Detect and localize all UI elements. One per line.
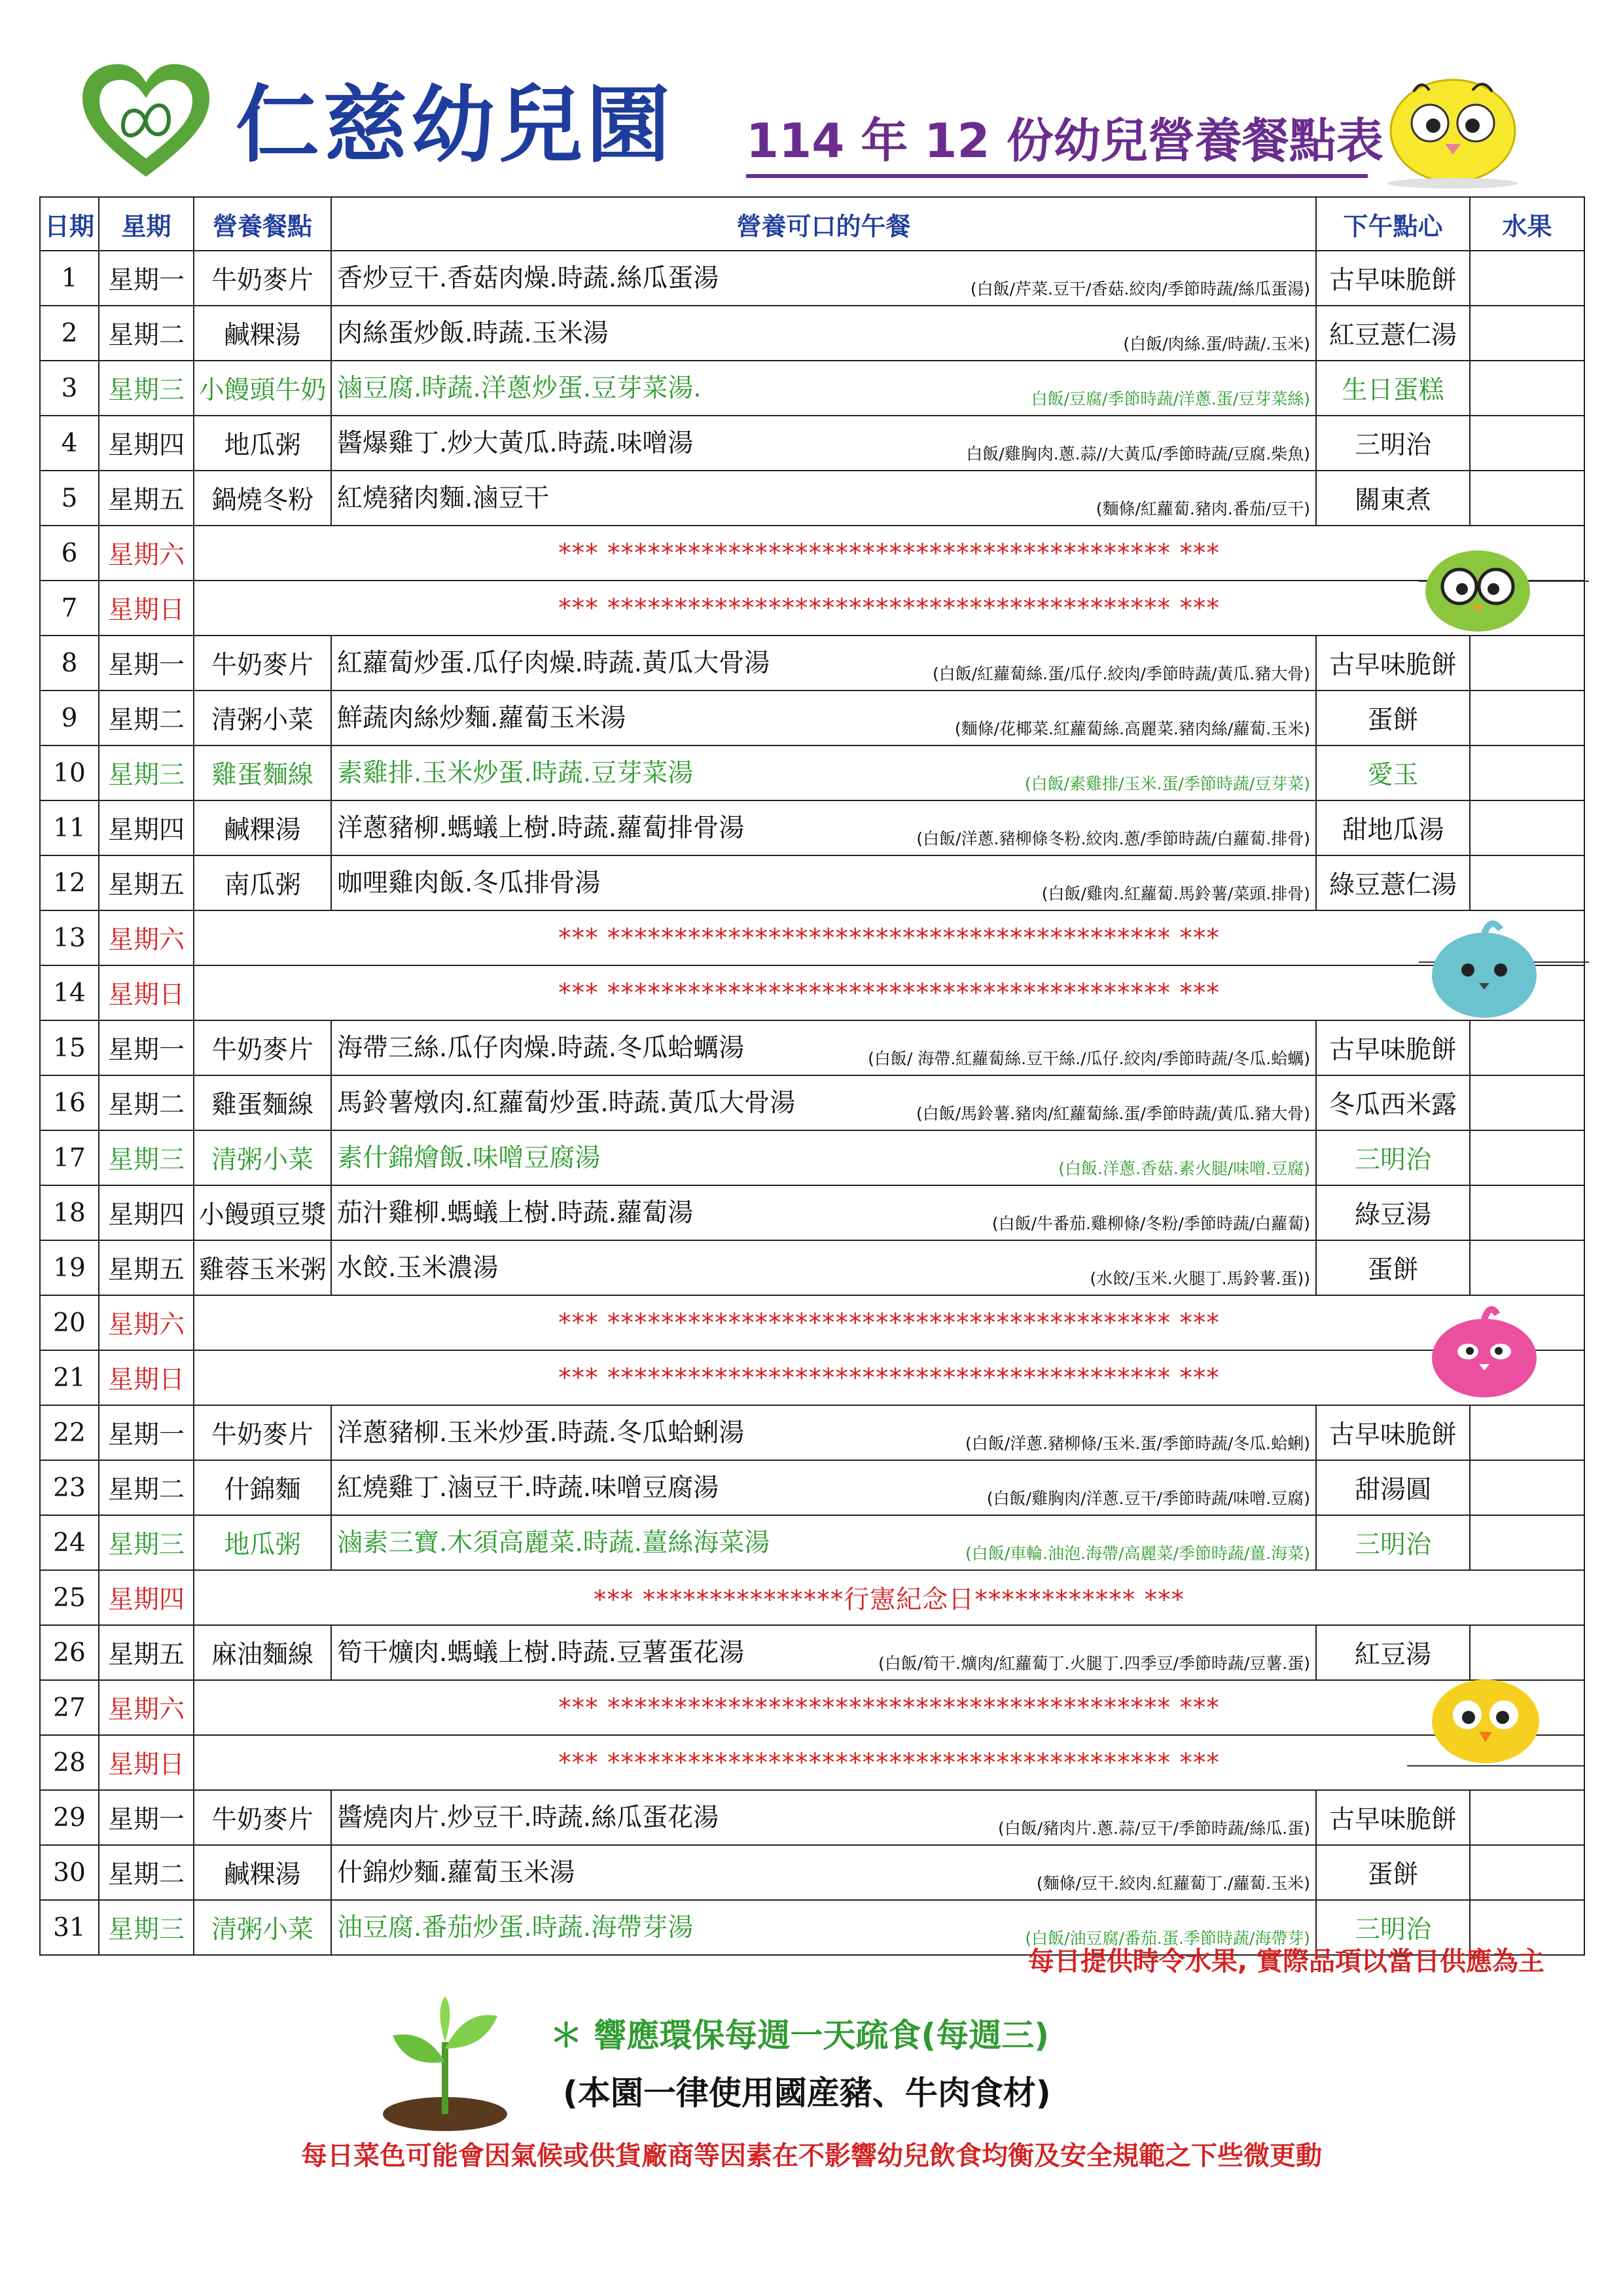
lunch-dishes: 鮮蔬肉絲炒麵.蘿蔔玉米湯 <box>337 704 626 733</box>
afternoon-snack-cell: 生日蛋糕 <box>1316 361 1470 416</box>
afternoon-snack-cell: 甜地瓜湯 <box>1316 800 1470 855</box>
menu-disclaimer: 每日菜色可能會因氣候或供貨廠商等因素在不影響幼兒飲食均衡及安全規範之下些微更動 <box>301 2141 1322 2171</box>
lunch-ingredients: (麵條/紅蘿蔔.豬肉.番茄/豆干) <box>1096 499 1310 518</box>
lunch-dishes: 茄汁雞柳.螞蟻上樹.時蔬.蘿蔔湯 <box>337 1198 694 1228</box>
menu-row <box>40 1460 1584 1515</box>
afternoon-snack-cell: 蛋餅 <box>1316 1845 1470 1900</box>
weekday-cell: 星期一 <box>99 1790 194 1845</box>
lunch-cell <box>331 1075 1316 1130</box>
no-school-banner: *** ****************************************** *** <box>194 1680 1584 1735</box>
afternoon-snack-cell: 古早味脆餅 <box>1316 636 1470 691</box>
afternoon-snack-cell: 古早味脆餅 <box>1316 1020 1470 1075</box>
menu-row <box>40 910 1584 965</box>
date-cell: 10 <box>40 745 99 800</box>
lunch-ingredients: (白飯/素雞排/玉米.蛋/季節時蔬/豆芽菜) <box>1024 774 1310 793</box>
col-pm-snack-header: 下午點心 <box>1316 197 1470 251</box>
no-school-banner: *** ****************************************** *** <box>194 910 1584 965</box>
date-cell: 11 <box>40 800 99 855</box>
date-cell: 18 <box>40 1185 99 1240</box>
menu-row <box>40 965 1584 1020</box>
menu-row <box>40 416 1584 471</box>
menu-row <box>40 800 1584 855</box>
lunch-dishes: 海帶三絲.瓜仔肉燥.時蔬.冬瓜蛤蠣湯 <box>337 1033 745 1063</box>
lunch-cell <box>331 471 1316 526</box>
lunch-cell <box>331 855 1316 910</box>
morning-snack-cell: 牛奶麥片 <box>194 251 331 306</box>
lunch-ingredients: (白飯/洋蔥.豬柳條冬粉.絞肉.蔥/季節時蔬/白蘿蔔.排骨) <box>916 829 1310 848</box>
lunch-dishes: 香炒豆干.香菇肉燥.時蔬.絲瓜蛋湯 <box>337 264 719 293</box>
date-cell: 13 <box>40 910 99 965</box>
lunch-ingredients: (白飯/油豆腐/番茄.蛋.季節時蔬/海帶芽) <box>1025 1929 1310 1948</box>
lunch-cell <box>331 800 1316 855</box>
lunch-cell <box>331 1240 1316 1295</box>
no-school-banner: *** ****************************************** *** <box>194 1350 1584 1405</box>
fruit-cell <box>1470 471 1584 526</box>
no-school-banner: *** ****************************************** *** <box>194 1735 1584 1790</box>
menu-row <box>40 1240 1584 1295</box>
morning-snack-cell: 小饅頭牛奶 <box>194 361 331 416</box>
fruit-cell <box>1470 1075 1584 1130</box>
morning-snack-cell: 牛奶麥片 <box>194 636 331 691</box>
lunch-cell <box>331 1020 1316 1075</box>
lunch-cell <box>331 306 1316 361</box>
menu-row <box>40 1185 1584 1240</box>
afternoon-snack-cell: 甜湯圓 <box>1316 1460 1470 1515</box>
weekday-cell: 星期一 <box>99 1020 194 1075</box>
heart-logo-icon <box>77 60 215 185</box>
menu-row <box>40 361 1584 416</box>
morning-snack-cell: 地瓜粥 <box>194 1515 331 1570</box>
weekday-cell: 星期五 <box>99 855 194 910</box>
weekday-cell: 星期六 <box>99 526 194 581</box>
fruit-cell <box>1470 855 1584 910</box>
afternoon-snack-cell: 古早味脆餅 <box>1316 251 1470 306</box>
lunch-dishes: 肉絲蛋炒飯.時蔬.玉米湯 <box>337 319 609 348</box>
weekday-cell: 星期二 <box>99 306 194 361</box>
weekday-cell: 星期三 <box>99 361 194 416</box>
fruit-cell <box>1470 1130 1584 1185</box>
lunch-ingredients: (白飯/芹菜.豆干/香菇.絞肉/季節時蔬/絲瓜蛋湯) <box>970 279 1310 298</box>
date-cell: 22 <box>40 1405 99 1460</box>
table-header-row <box>40 197 1584 251</box>
date-cell: 19 <box>40 1240 99 1295</box>
no-school-banner: *** ****************************************** *** <box>194 965 1584 1020</box>
menu-row <box>40 1295 1584 1350</box>
col-fruit-header: 水果 <box>1470 197 1584 251</box>
morning-snack-cell: 清粥小菜 <box>194 1900 331 1955</box>
date-cell: 28 <box>40 1735 99 1790</box>
menu-row <box>40 1735 1584 1790</box>
date-cell: 9 <box>40 691 99 745</box>
lunch-dishes: 洋蔥豬柳.螞蟻上樹.時蔬.蘿蔔排骨湯 <box>337 814 745 843</box>
afternoon-snack-cell: 三明治 <box>1316 416 1470 471</box>
lunch-dishes: 水餃.玉米濃湯 <box>337 1253 499 1283</box>
school-name: 仁慈幼兒園 <box>236 77 675 174</box>
lunch-dishes: 醬燒肉片.炒豆干.時蔬.絲瓜蛋花湯 <box>337 1803 719 1833</box>
date-cell: 25 <box>40 1570 99 1625</box>
afternoon-snack-cell: 冬瓜西米露 <box>1316 1075 1470 1130</box>
no-school-banner: *** ****************************************** *** <box>194 1295 1584 1350</box>
morning-snack-cell: 鹹粿湯 <box>194 800 331 855</box>
weekday-cell: 星期六 <box>99 1295 194 1350</box>
blue-bird-icon <box>1419 910 1589 1021</box>
fruit-cell <box>1470 1460 1584 1515</box>
date-cell: 6 <box>40 526 99 581</box>
fruit-note: 每日提供時令水果, 實際品項以當日供應為主 <box>1027 1946 1544 1977</box>
lunch-ingredients: (白飯/豬肉片.蔥.蒜/豆干/季節時蔬/絲瓜.蛋) <box>997 1819 1310 1838</box>
afternoon-snack-cell: 紅豆湯 <box>1316 1625 1470 1680</box>
menu-row <box>40 1075 1584 1130</box>
lunch-cell <box>331 1405 1316 1460</box>
lunch-dishes: 筍干爌肉.螞蟻上樹.時蔬.豆薯蛋花湯 <box>337 1638 745 1668</box>
fruit-cell <box>1470 636 1584 691</box>
menu-row <box>40 636 1584 691</box>
col-lunch-header: 營養可口的午餐 <box>331 197 1316 251</box>
lunch-ingredients: (白飯/筍干.爌肉/紅蘿蔔丁.火腿丁.四季豆/季節時蔬/豆薯.蛋) <box>878 1654 1310 1673</box>
menu-row <box>40 1020 1584 1075</box>
menu-row <box>40 1515 1584 1570</box>
menu-row <box>40 1790 1584 1845</box>
menu-row <box>40 1680 1584 1735</box>
menu-table-body <box>40 251 1584 1955</box>
date-cell: 20 <box>40 1295 99 1350</box>
lunch-ingredients: (白飯/雞胸肉/洋蔥.豆干/季節時蔬/味噌.豆腐) <box>986 1489 1310 1508</box>
lunch-dishes: 馬鈴薯燉肉.紅蘿蔔炒蛋.時蔬.黃瓜大骨湯 <box>337 1088 796 1118</box>
fruit-cell <box>1470 306 1584 361</box>
lunch-ingredients: 白飯/雞胸肉.蔥.蒜//大黃瓜/季節時蔬/豆腐.柴魚) <box>966 444 1310 463</box>
morning-snack-cell: 鹹粿湯 <box>194 306 331 361</box>
green-owl-icon <box>1419 529 1589 634</box>
afternoon-snack-cell: 綠豆薏仁湯 <box>1316 855 1470 910</box>
menu-row <box>40 1405 1584 1460</box>
weekday-cell: 星期二 <box>99 1075 194 1130</box>
weekday-cell: 星期一 <box>99 1405 194 1460</box>
yellow-chick-icon <box>1374 52 1531 190</box>
weekday-cell: 星期三 <box>99 1900 194 1955</box>
weekday-cell: 星期五 <box>99 1240 194 1295</box>
col-date-header: 日期 <box>40 197 99 251</box>
fruit-cell <box>1470 1845 1584 1900</box>
morning-snack-cell: 清粥小菜 <box>194 1130 331 1185</box>
weekday-cell: 星期六 <box>99 1680 194 1735</box>
lunch-ingredients: (麵條/花椰菜.紅蘿蔔絲.高麗菜.豬肉絲/蘿蔔.玉米) <box>954 719 1310 738</box>
afternoon-snack-cell: 綠豆湯 <box>1316 1185 1470 1240</box>
col-day-header: 星期 <box>99 197 194 251</box>
afternoon-snack-cell: 三明治 <box>1316 1130 1470 1185</box>
lunch-cell <box>331 1790 1316 1845</box>
fruit-cell <box>1470 800 1584 855</box>
menu-row <box>40 691 1584 745</box>
weekday-cell: 星期二 <box>99 691 194 745</box>
date-cell: 17 <box>40 1130 99 1185</box>
date-cell: 31 <box>40 1900 99 1955</box>
sprout-icon <box>373 1983 517 2134</box>
morning-snack-cell: 鹹粿湯 <box>194 1845 331 1900</box>
date-cell: 3 <box>40 361 99 416</box>
date-cell: 1 <box>40 251 99 306</box>
weekday-cell: 星期一 <box>99 636 194 691</box>
weekday-cell: 星期日 <box>99 1350 194 1405</box>
lunch-cell <box>331 1845 1316 1900</box>
weekday-cell: 星期四 <box>99 416 194 471</box>
date-cell: 2 <box>40 306 99 361</box>
morning-snack-cell: 地瓜粥 <box>194 416 331 471</box>
menu-row <box>40 1130 1584 1185</box>
lunch-dishes: 洋蔥豬柳.玉米炒蛋.時蔬.冬瓜蛤蜊湯 <box>337 1418 745 1448</box>
morning-snack-cell: 南瓜粥 <box>194 855 331 910</box>
morning-snack-cell: 什錦麵 <box>194 1460 331 1515</box>
menu-row <box>40 1845 1584 1900</box>
morning-snack-cell: 牛奶麥片 <box>194 1405 331 1460</box>
weekday-cell: 星期日 <box>99 1735 194 1790</box>
lunch-dishes: 滷素三寶.木須高麗菜.時蔬.薑絲海菜湯 <box>337 1528 770 1558</box>
afternoon-snack-cell: 三明治 <box>1316 1515 1470 1570</box>
lunch-dishes: 什錦炒麵.蘿蔔玉米湯 <box>337 1858 575 1888</box>
lunch-dishes: 紅蘿蔔炒蛋.瓜仔肉燥.時蔬.黃瓜大骨湯 <box>337 649 770 678</box>
date-cell: 7 <box>40 581 99 636</box>
date-cell: 16 <box>40 1075 99 1130</box>
morning-snack-cell: 雞蛋麵線 <box>194 1075 331 1130</box>
lunch-dishes: 素雞排.玉米炒蛋.時蔬.豆芽菜湯 <box>337 759 694 788</box>
afternoon-snack-cell: 紅豆薏仁湯 <box>1316 306 1470 361</box>
lunch-cell <box>331 251 1316 306</box>
lunch-ingredients: (白飯/馬鈴薯.豬肉/紅蘿蔔絲.蛋/季節時蔬/黃瓜.豬大骨) <box>916 1104 1310 1123</box>
lunch-ingredients: (水餃/玉米.火腿丁.馬鈴薯.蛋)) <box>1090 1269 1310 1288</box>
date-cell: 23 <box>40 1460 99 1515</box>
fruit-cell <box>1470 251 1584 306</box>
weekday-cell: 星期三 <box>99 1515 194 1570</box>
lunch-cell <box>331 1515 1316 1570</box>
afternoon-snack-cell: 蛋餅 <box>1316 691 1470 745</box>
menu-row <box>40 471 1584 526</box>
morning-snack-cell: 雞蓉玉米粥 <box>194 1240 331 1295</box>
lunch-cell <box>331 1625 1316 1680</box>
afternoon-snack-cell: 古早味脆餅 <box>1316 1405 1470 1460</box>
date-cell: 29 <box>40 1790 99 1845</box>
lunch-cell <box>331 745 1316 800</box>
menu-title: 114 年 12 份幼兒營養餐點表 <box>746 113 1383 168</box>
fruit-cell <box>1470 691 1584 745</box>
weekday-cell: 星期一 <box>99 251 194 306</box>
weekday-cell: 星期日 <box>99 581 194 636</box>
lunch-dishes: 油豆腐.番茄炒蛋.時蔬.海帶芽湯 <box>337 1913 694 1943</box>
pink-bird-icon <box>1419 1296 1550 1401</box>
col-snack-header: 營養餐點 <box>194 197 331 251</box>
menu-row <box>40 1350 1584 1405</box>
date-cell: 8 <box>40 636 99 691</box>
meat-source-note: (本園一律使用國産豬、牛肉食材) <box>563 2074 1051 2112</box>
weekday-cell: 星期四 <box>99 1185 194 1240</box>
date-cell: 24 <box>40 1515 99 1570</box>
yellow-bird-icon <box>1407 1669 1584 1774</box>
fruit-cell <box>1470 1020 1584 1075</box>
lunch-ingredients: (白飯.洋蔥.香菇.素火腿/味噌.豆腐) <box>1058 1159 1310 1178</box>
title-underline <box>746 174 1368 178</box>
fruit-cell <box>1470 1405 1584 1460</box>
lunch-dishes: 素什錦燴飯.味噌豆腐湯 <box>337 1143 601 1173</box>
veg-day-note: ＊ 響應環保每週一天疏食(每週三) <box>550 2017 1050 2054</box>
date-cell: 14 <box>40 965 99 1020</box>
weekday-cell: 星期二 <box>99 1460 194 1515</box>
lunch-cell <box>331 1460 1316 1515</box>
lunch-cell <box>331 361 1316 416</box>
menu-row <box>40 855 1584 910</box>
lunch-dishes: 紅燒豬肉麵.滷豆干 <box>337 484 550 513</box>
fruit-cell <box>1470 1240 1584 1295</box>
afternoon-snack-cell: 關東煮 <box>1316 471 1470 526</box>
weekday-cell: 星期四 <box>99 800 194 855</box>
date-cell: 26 <box>40 1625 99 1680</box>
morning-snack-cell: 牛奶麥片 <box>194 1020 331 1075</box>
menu-row <box>40 745 1584 800</box>
lunch-cell <box>331 1130 1316 1185</box>
menu-row <box>40 526 1584 581</box>
morning-snack-cell: 牛奶麥片 <box>194 1790 331 1845</box>
lunch-ingredients: (白飯/洋蔥.豬柳條/玉米.蛋/季節時蔬/冬瓜.蛤蜊) <box>965 1434 1310 1453</box>
fruit-cell <box>1470 361 1584 416</box>
menu-row <box>40 251 1584 306</box>
fruit-cell <box>1470 1790 1584 1845</box>
menu-row <box>40 1625 1584 1680</box>
lunch-dishes: 滷豆腐.時蔬.洋蔥炒蛋.豆芽菜湯. <box>337 374 702 403</box>
date-cell: 4 <box>40 416 99 471</box>
morning-snack-cell: 雞蛋麵線 <box>194 745 331 800</box>
lunch-dishes: 咖哩雞肉飯.冬瓜排骨湯 <box>337 869 601 898</box>
afternoon-snack-cell: 三明治 <box>1316 1900 1470 1955</box>
fruit-cell <box>1470 416 1584 471</box>
date-cell: 27 <box>40 1680 99 1735</box>
morning-snack-cell: 小饅頭豆漿 <box>194 1185 331 1240</box>
date-cell: 30 <box>40 1845 99 1900</box>
weekday-cell: 星期三 <box>99 1130 194 1185</box>
date-cell: 12 <box>40 855 99 910</box>
lunch-cell <box>331 636 1316 691</box>
lunch-dishes: 醬爆雞丁.炒大黃瓜.時蔬.味噌湯 <box>337 429 694 458</box>
menu-row <box>40 1570 1584 1625</box>
lunch-dishes: 紅燒雞丁.滷豆干.時蔬.味噌豆腐湯 <box>337 1473 719 1503</box>
weekday-cell: 星期四 <box>99 1570 194 1625</box>
fruit-cell <box>1470 745 1584 800</box>
menu-row <box>40 306 1584 361</box>
morning-snack-cell: 鍋燒冬粉 <box>194 471 331 526</box>
afternoon-snack-cell: 古早味脆餅 <box>1316 1790 1470 1845</box>
date-cell: 15 <box>40 1020 99 1075</box>
lunch-ingredients: (白飯/雞肉.紅蘿蔔.馬鈴薯/菜頭.排骨) <box>1041 884 1310 903</box>
weekday-cell: 星期三 <box>99 745 194 800</box>
lunch-cell <box>331 1185 1316 1240</box>
weekday-cell: 星期五 <box>99 471 194 526</box>
no-school-banner: *** ****************************************** *** <box>194 526 1584 581</box>
no-school-banner: *** ***************行憲紀念日************ *** <box>194 1570 1584 1625</box>
lunch-ingredients: (麵條/豆干.絞肉.紅蘿蔔丁./蘿蔔.玉米) <box>1036 1874 1310 1893</box>
afternoon-snack-cell: 蛋餅 <box>1316 1240 1470 1295</box>
lunch-cell <box>331 416 1316 471</box>
date-cell: 5 <box>40 471 99 526</box>
menu-table <box>39 196 1585 1956</box>
lunch-cell <box>331 691 1316 745</box>
no-school-banner: *** ****************************************** *** <box>194 581 1584 636</box>
lunch-ingredients: (白飯/ 海帶.紅蘿蔔絲.豆干絲./瓜仔.絞肉/季節時蔬/冬瓜.蛤蠣) <box>868 1049 1310 1068</box>
page-header <box>0 0 1623 196</box>
weekday-cell: 星期六 <box>99 910 194 965</box>
weekday-cell: 星期日 <box>99 965 194 1020</box>
lunch-ingredients: (白飯/車輪.油泡.海帶/高麗菜/季節時蔬/薑.海菜) <box>965 1544 1310 1563</box>
weekday-cell: 星期五 <box>99 1625 194 1680</box>
weekday-cell: 星期二 <box>99 1845 194 1900</box>
fruit-cell <box>1470 1515 1584 1570</box>
morning-snack-cell: 清粥小菜 <box>194 691 331 745</box>
afternoon-snack-cell: 愛玉 <box>1316 745 1470 800</box>
lunch-ingredients: (白飯/肉絲.蛋/時蔬/.玉米) <box>1123 334 1310 353</box>
morning-snack-cell: 麻油麵線 <box>194 1625 331 1680</box>
lunch-ingredients: (白飯/紅蘿蔔絲.蛋/瓜仔.絞肉/季節時蔬/黃瓜.豬大骨) <box>932 664 1310 683</box>
date-cell: 21 <box>40 1350 99 1405</box>
menu-row <box>40 581 1584 636</box>
lunch-ingredients: 白飯/豆腐/季節時蔬/洋蔥.蛋/豆芽菜絲) <box>1031 389 1310 408</box>
lunch-ingredients: (白飯/牛番茄.雞柳條/冬粉/季節時蔬/白蘿蔔) <box>991 1214 1310 1233</box>
fruit-cell <box>1470 1185 1584 1240</box>
